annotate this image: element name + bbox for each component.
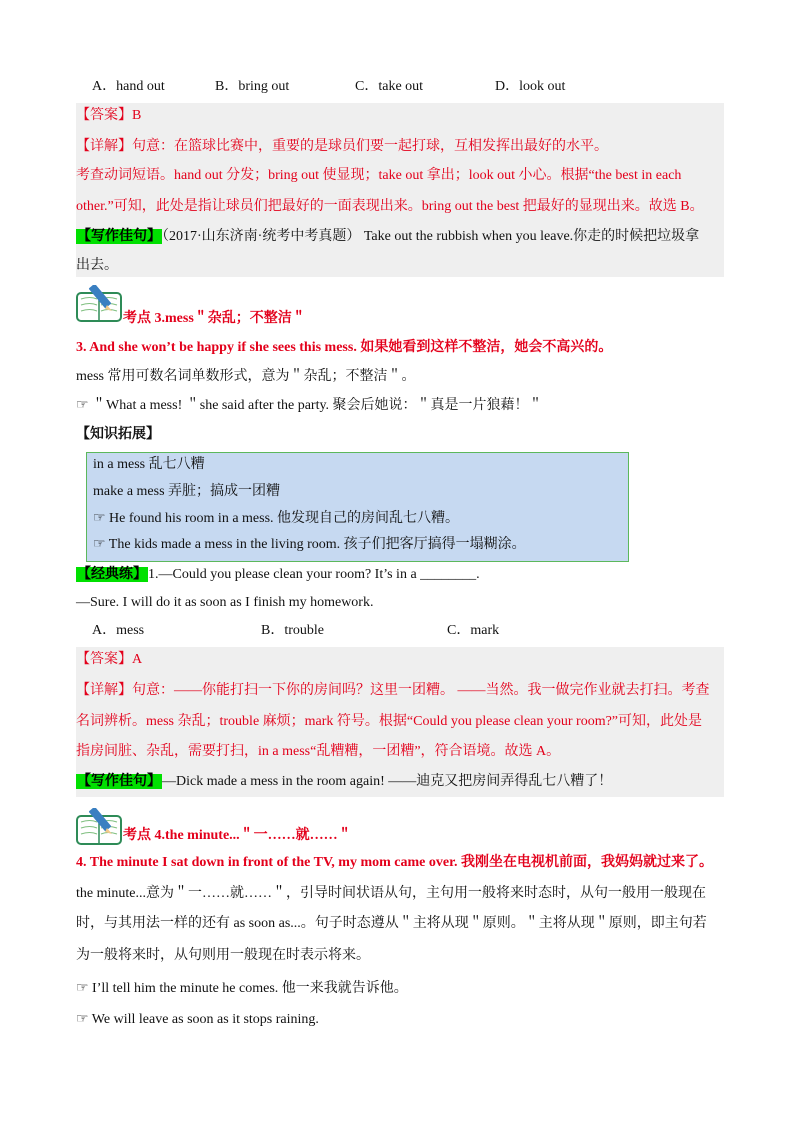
explain-line-2: 考查动词短语。hand out 分发；bring out 使显现；take out 拿出；look out 小心。根据“the best in each [76,168,682,183]
explain-text: 句意：——你能打扫一下你的房间吗？这里一团糟。 ——当然。我一做完作业就去打扫。考查 [132,683,710,698]
explain-line-1 [76,681,710,701]
book-pencil-icon [76,285,122,323]
explain-tag: 【详解】 [76,683,132,698]
writing-text: —Dick made a mess in the room again! ——迪克又把房间弄得乱七八糟了！ [162,774,613,789]
option-c: C．mark [447,623,500,638]
explain-line-3: other.”可知，此处是指让球员们把最好的一面表现出来。bring out the best 把最好的显现出来。故选 B。 [76,199,704,214]
option-d: D．look out [495,79,566,94]
point-4-example: 4. The minute I sat down in front of the TV, my mom came over. 我刚坐在电视机前面，我妈妈就过来了。 [76,855,714,870]
answer-value: A [132,652,143,667]
book-pencil-icon [76,808,122,846]
point-4-example-1: ☞ I’ll tell him the minute he comes. 他一来我就告诉他。 [76,981,408,996]
exercise-reply: —Sure. I will do it as soon as I finish my homework. [76,595,374,610]
options-row-2 [92,621,592,641]
ext-item-3: ☞ He found his room in a mess. 他发现自己的房间乱七八糟。 [93,511,460,526]
option-b: B．bring out [215,79,290,94]
exercise-text: 1.—Could you please clean your room? It’s in a ________. [148,567,480,582]
point-4-heading: 考点 4.the minute...＂一……就……＂ [123,828,352,843]
writing-tag: 【写作佳句】 [77,774,161,789]
point-4-example-2: ☞ We will leave as soon as it stops raining. [76,1012,319,1027]
option-a: A．hand out [92,79,165,94]
option-c: C．take out [355,79,424,94]
point-4-note-line-1: the minute...意为＂一……就……＂，引导时间状语从句，主句用一般将来时态时，从句一般用一般现在 [76,886,706,901]
writing-tag: 【写作佳句】 [77,229,161,244]
answer-value: B [132,108,142,123]
option-b: B．trouble [261,623,324,638]
ext-item-1: in a mess 乱七八糟 [93,457,205,472]
writing-text: （2017·山东济南·统考中考真题） Take out the rubbish when you leave.你走的时候把垃圾拿 [162,229,700,244]
answer-line-1 [76,106,141,126]
ext-item-2: make a mess 弄脏；搞成一团糟 [93,484,281,499]
point-4-note-line-3: 为一般将来时，从句则用一般现在时表示将来。 [76,948,370,963]
exercise-question [76,565,480,585]
ext-item-4: ☞ The kids made a mess in the living room. 孩子们把客厅搞得一塌糊涂。 [93,537,526,552]
point-3-note: mess 常用可数名词单数形式，意为＂杂乱；不整洁＂。 [76,369,416,384]
writing-sentence-line-2: 出去。 [76,258,118,273]
answer-line-2 [76,650,142,670]
writing-sentence [76,772,612,792]
point-4-note-line-2: 时，与其用法一样的还有 as soon as...。句子时态遵从＂主将从现＂原则。＂主将从现＂原则，即主句若 [76,916,707,931]
explain-tag: 【详解】 [76,139,132,154]
answer-tag: 【答案】 [76,652,132,667]
point-3-heading: 考点 3.mess＂杂乱；不整洁＂ [123,311,306,326]
explain-line-3: 指房间脏、杂乱，需要打扫，in a mess“乱糟糟，一团糟”，符合语境。故选 A。 [76,744,561,759]
knowledge-extension-title: 【知识拓展】 [76,427,160,442]
answer-tag: 【答案】 [76,108,132,123]
option-a: A．mess [92,623,145,638]
writing-sentence-line-1 [76,227,699,247]
answer-block-1 [76,103,724,277]
point-3-example: 3. And she won’t be happy if she sees this mess. 如果她看到这样不整洁，她会不高兴的。 [76,340,613,355]
point-3-quote: ☞ ＂What a mess! ＂she said after the party. 聚会后她说：＂真是一片狼藉！＂ [76,398,543,413]
options-row-1 [92,77,692,97]
exercise-tag: 【经典练】 [77,567,147,582]
explain-line-1 [76,137,608,157]
explain-line-2: 名词辨析。mess 杂乱；trouble 麻烦；mark 符号。根据“Could you please clean your room?”可知，此处是 [76,714,703,729]
explain-text: 句意：在篮球比赛中，重要的是球员们要一起打球，互相发挥出最好的水平。 [132,139,608,154]
